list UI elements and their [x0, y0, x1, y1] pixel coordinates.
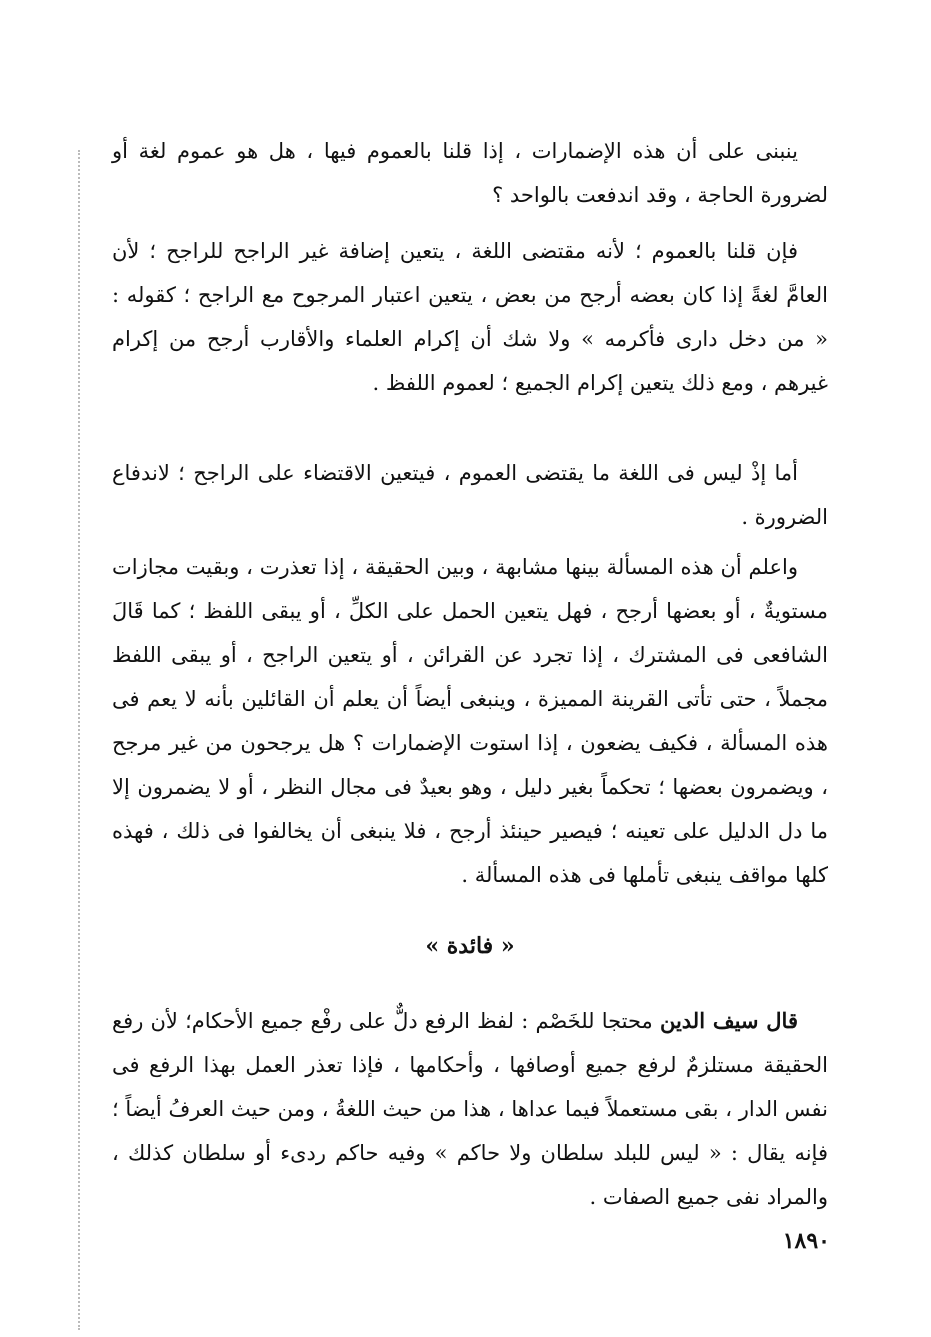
paragraph-3: أما إذْ ليس فى اللغة ما يقتضى العموم ، فيتعين الاقتضاء على الراجح ؛ لاندفاع الضرورة . — [112, 461, 828, 529]
paragraph-1: ينبنى على أن هذه الإضمارات ، إذا قلنا بالعموم فيها ، هل هو عموم لغة أو لضرورة الحاجة ، وقد اندفعت بالواحد ؟ — [112, 139, 828, 207]
paragraph-fayda — [112, 999, 828, 1219]
margin-dotted-line — [78, 150, 80, 1330]
paragraph-4: واعلم أن هذه المسألة بينها مشابهة ، وبين الحقيقة ، إذا تعذرت ، وبقيت مجازات مستويةٌ ، أو بعضها أرجح ، فهل يتعين الحمل على الكلِّ ، أو يبقى اللفظ ؛ كما قَالَ الشافعى فى المشترك ، إذا تجرد عن القرائن ، أو يتعين الراجح ، أو يبقى اللفظ مجملاً ، حتى تأتى القرينة المميزة ، وينبغى أيضاً أن يعلم أن القائلين بأنه لا يعم فى هذه المسألة ، فكيف يضعون ، إذا استوت الإضمارات ؟ هل يرجحون من غير مرجح ، ويضمرون بعضها ؛ تحكماً بغير دليل ، وهو بعيدٌ فى مجال النظر ، أو لا يضمرون إلا ما دل الدليل على تعينه ؛ فيصير حينئذ أرجح ، فلا ينبغى أن يخالفوا فى ذلك ، فهذه كلها مواقف ينبغى تأملها فى هذه المسألة . — [112, 555, 828, 887]
speaker-name: قال سيف الدين — [659, 1008, 798, 1033]
fayda-body: محتجا للخَصْم : لفظ الرفع دلٌّ على رفْع جميع الأحكام؛ لأن رفع الحقيقة مستلزمٌ لرفع جميع أوصافها ، وأحكامها ، فإذا تعذر العمل بهذا الرفع فى نفس الدار ، بقى مستعملاً فيما عداها ، هذا من حيث اللغةُ ، ومن حيث العرفُ أيضاً ؛ فإنه يقال : « ليس للبلد سلطان ولا حاكم » وفيه حاكم ردىء أو سلطان كذلك ، والمراد نفى جميع الصفات . — [112, 1009, 828, 1209]
paragraph-2: فإن قلنا بالعموم ؛ لأنه مقتضى اللغة ، يتعين إضافة غير الراجح للراجح ؛ لأن العامَّ لغةً إذا كان بعضه أرجح من بعض ، يتعين اعتبار المرجوح مع الراجح ؛ كقوله : « من دخل دارى فأكرمه » ولا شك أن إكرام العلماء والأقارب أرجح من إكرام غيرهم ، ومع ذلك يتعين إكرام الجميع ؛ لعموم اللفظ . — [112, 239, 828, 395]
section-heading-fayda: « فائدة » — [425, 933, 515, 959]
page-number: ١٨٩٠ — [782, 1228, 830, 1254]
